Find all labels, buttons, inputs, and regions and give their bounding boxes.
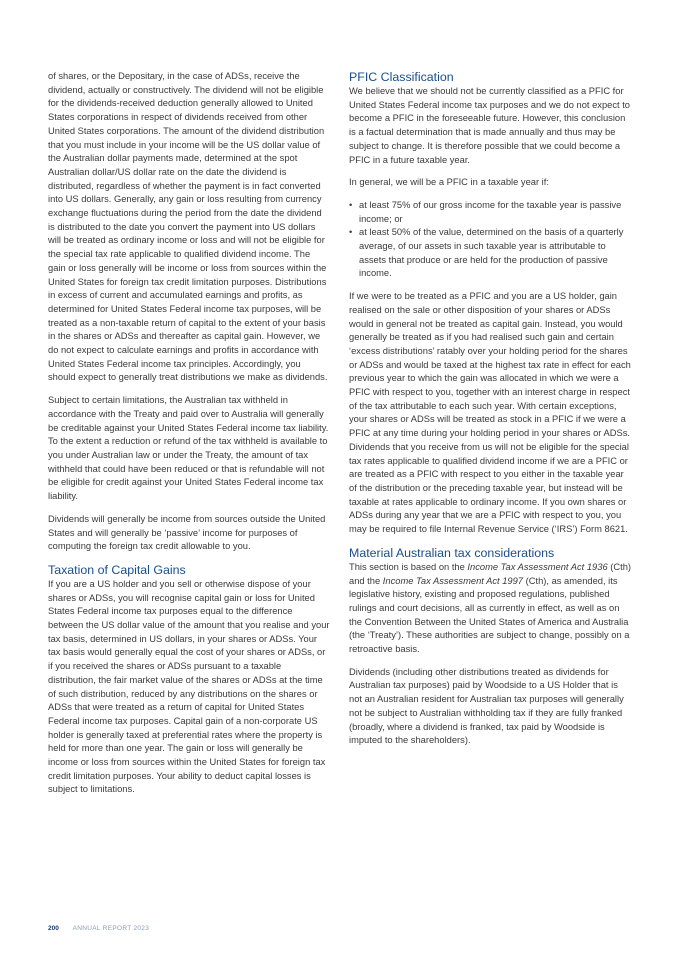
list-item: • at least 75% of our gross income for the taxable year is passive income; or [349,199,633,226]
paragraph-capital-gains: If you are a US holder and you sell or otherwise dispose of your shares or ADSs, you will recognise capital gain or loss for United States Federal income tax purposes equal to the difference between the US dollar value of the amount that you realise and your tax basis, determined in US dollars, in your shares or ADSs. Your tax basis would generally equal the cost of your shares or ADSs, or if you received the shares or ADSs pursuant to a taxable distribution, the fair market value of the shares or ADSs at the time of such distribution, reduced by any distributions on the shares or ADSs that were treated as a return of capital for United States Federal income tax purposes. Capital gain of a non-corporate US holder is generally taxed at preferential rates where the property is held for more than one year. The gain or loss will generally be income or loss from sources within the United States for foreign tax credit limitation purposes. Your ability to deduct capital losses is subject to limitations. [48,578,330,795]
paragraph-dividend-source: Dividends will generally be income from sources outside the United States and will generally be ‘passive’ income for purposes of computing the foreign tax credit allowable to you. [48,513,326,552]
pfic-criteria-list [349,199,633,281]
left-column [48,70,330,806]
heading-pfic-classification: PFIC Classification [349,70,454,84]
paragraph-legal-basis [349,561,633,657]
text-run: (Cth), as amended, its legislative history, existing and proposed regulations, published rulings and court decisions, all as currently in effect, as well as on the Convention Between the United States of America and Australia (the ‘Treaty’). These authorities are subject to change, possibly on a retroactive basis. [349,575,630,655]
list-item: • at least 50% of the value, determined on the basis of a quarterly average, of our assets in such taxable year is attributable to assets that produce or are held for the production of passive income. [349,226,633,281]
page-footer [48,925,149,932]
paragraph-pfic-intro: In general, we will be a PFIC in a taxable year if: [349,177,549,188]
heading-material-australian-tax: Material Australian tax considerations [349,545,555,560]
paragraph-australian-tax-withheld: Subject to certain limitations, the Australian tax withheld in accordance with the Treaty and paid over to Australia will generally be creditable against your United States Federal income tax liability. To the extent a reduction or refund of the tax withheld is available to you under Australian law or under the Treaty, the amount of tax withheld that could have been reduced or that is refundable will not be eligible for credit against your United States Federal income tax liability. [48,395,329,502]
footer-label: ANNUAL REPORT 2023 [72,925,150,932]
paragraph-pfic-consequences: If we were to be treated as a PFIC and you are a US holder, gain realised on the sale or other disposition of your shares or ADSs would in general not be treated as capital gain. Instead, you would generally be treated as if you had realised such gain and certain ‘excess distributions’ ratably over your holding period for the shares or ADSs and would be taxed at the highest tax rate in effect for each previous year to which the gain was allocated in which we were a PFIC with respect to you, together with an interest charge in respect of the tax attributable to each such year. With certain exceptions, your shares or ADSs will be treated as stock in a PFIC if we were a PFIC at any time during your holding period in your shares or ADSs. Dividends that you receive from us will not be eligible for the special tax rates applicable to qualified dividend income if we are a PFIC or are treated as a PFIC with respect to you either in the taxable year of the distribution or the preceding taxable year, but instead will be taxable at rates applicable to ordinary income. If you own shares or ADSs during any year that we are a PFIC with respect to you, you may be required to file Internal Revenue Service (‘IRS’) Form 8621. [349,291,631,535]
act-1997-title: Income Tax Assessment Act 1997 [382,575,524,586]
paragraph-dividend-amount: of shares, or the Depositary, in the case of ADSs, receive the dividend, actually or constructively. The dividend will not be eligible for the dividends-received deduction generally allowed to United States corporations in respect of dividends received from other United States corporations. The amount of the dividend distribution that you must include in your income will be the US dollar value of the Australian dollar payments made, determined at the spot Australian dollar/US dollar rate on the date the dividend is distributed, regardless of whether the payment is in fact converted into US dollars. Generally, any gain or loss resulting from currency exchange fluctuations during the period from the date the dividend is distributed to the date you convert the payment into US dollars will be treated as ordinary income or loss and will not be eligible for the special tax rate applicable to qualified dividend income. The gain or loss generally will be income or loss from sources within the United States for foreign tax credit limitation purposes. Distributions in excess of current and accumulated earnings and profits, as determined for United States Federal income tax purposes, will be treated as a non-taxable return of capital to the extent of your basis in the shares or ADSs and thereafter as capital gain. However, we do not expect to calculate earnings and profits in accordance with United States Federal income tax principles. Accordingly, you should expect to generally treat distributions we make as dividends. [48,71,328,383]
paragraph-pfic-belief: We believe that we should not be currently classified as a PFIC for United States Federal income tax purposes and we do not expect to become a PFIC in the foreseeable future. However, this conclusion is a factual determination that is made annually and thus may be subject to change. It is therefore possible that we could become a PFIC in a future taxable year. [349,86,630,165]
right-column [349,70,633,757]
paragraph-withholding-tax: Dividends (including other distributions treated as dividends for Australian tax purposes) paid by Woodside to a US Holder that is not an Australian resident for Australian tax purposes will generally not be subject to Australian withholding tax if they are fully franked (broadly, where a dividend is franked, tax paid by Woodside is imputed to the shareholders). [349,666,624,746]
page-number: 200 [48,925,59,932]
act-1936-title: Income Tax Assessment Act 1936 [467,561,608,572]
text-run: This section is based on the [349,561,468,572]
heading-taxation-capital-gains: Taxation of Capital Gains [48,562,186,577]
text-run: (Cth) and the [349,561,632,586]
